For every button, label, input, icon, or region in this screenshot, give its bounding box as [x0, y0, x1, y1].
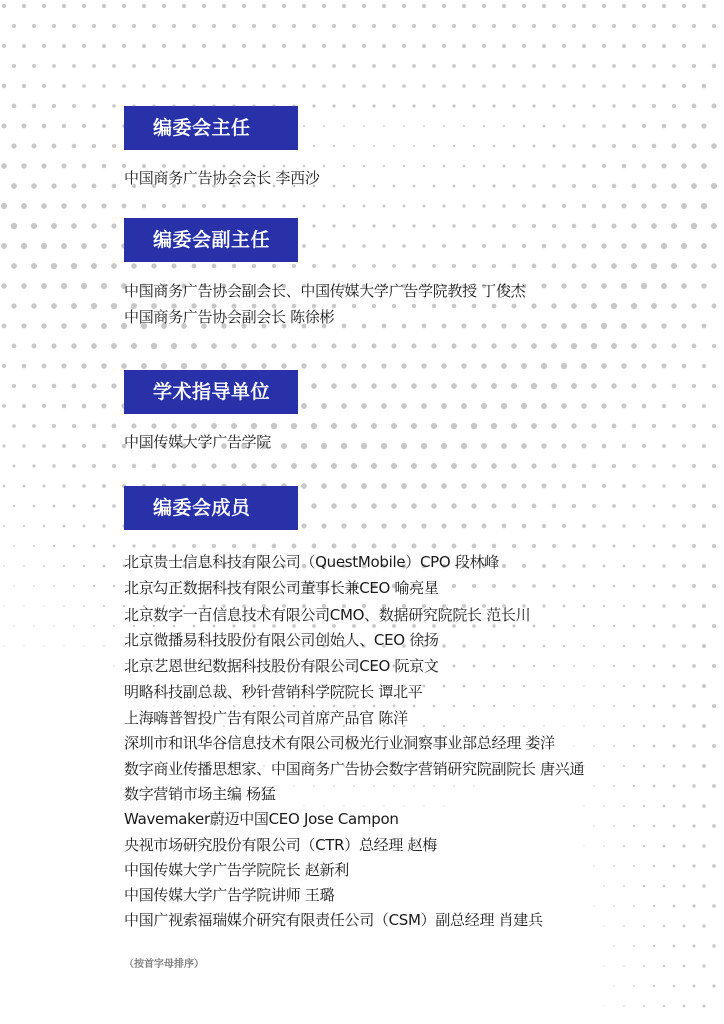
member-line: 中国广视索福瑞媒介研究有限责任公司（CSM）副总经理 肖建兵 — [124, 911, 543, 929]
member-line: 中国传媒大学广告学院院长 赵新利 — [124, 861, 349, 879]
member-line: Wavemaker蔚迈中国CEO Jose Campon — [124, 810, 399, 828]
member-line: 央视市场研究股份有限公司（CTR）总经理 赵梅 — [124, 836, 437, 854]
sort-order-note: （按首字母排序） — [124, 959, 204, 970]
members-section-title: 编委会成员 — [124, 486, 298, 530]
member-line: 上海嗨普智投广告有限公司首席产品官 陈洋 — [124, 709, 408, 727]
member-line: 深圳市和讯华谷信息技术有限公司极光行业洞察事业部总经理 娄洋 — [124, 734, 555, 752]
director-line: 中国商务广告协会会长 李西沙 — [124, 169, 320, 187]
vice-director-line: 中国商务广告协会副会长 陈徐彬 — [124, 308, 335, 326]
member-line: 数字商业传播思想家、中国商务广告协会数字营销研究院副院长 唐兴通 — [124, 760, 585, 778]
member-line: 北京数字一百信息技术有限公司CMO、数据研究院院长 范长川 — [124, 606, 531, 624]
member-line: 北京贵士信息科技有限公司（QuestMobile）CPO 段林峰 — [124, 553, 499, 571]
member-line: 明略科技副总裁、秒针营销科学院院长 谭北平 — [124, 683, 423, 701]
member-line: 北京勾正数据科技有限公司董事长兼CEO 喻亮星 — [124, 579, 439, 597]
academic-section-title: 学术指导单位 — [124, 370, 298, 414]
member-line: 中国传媒大学广告学院讲师 王璐 — [124, 886, 335, 904]
vice-director-section-title: 编委会副主任 — [124, 218, 298, 262]
member-line: 北京微播易科技股份有限公司创始人、CEO 徐扬 — [124, 631, 439, 649]
director-section-title: 编委会主任 — [124, 106, 298, 150]
member-line: 数字营销市场主编 杨猛 — [124, 785, 276, 803]
vice-director-line: 中国商务广告协会副会长、中国传媒大学广告学院教授 丁俊杰 — [124, 282, 526, 300]
member-line: 北京艺恩世纪数据科技股份有限公司CEO 阮京文 — [124, 657, 439, 675]
academic-line: 中国传媒大学广告学院 — [124, 433, 272, 451]
